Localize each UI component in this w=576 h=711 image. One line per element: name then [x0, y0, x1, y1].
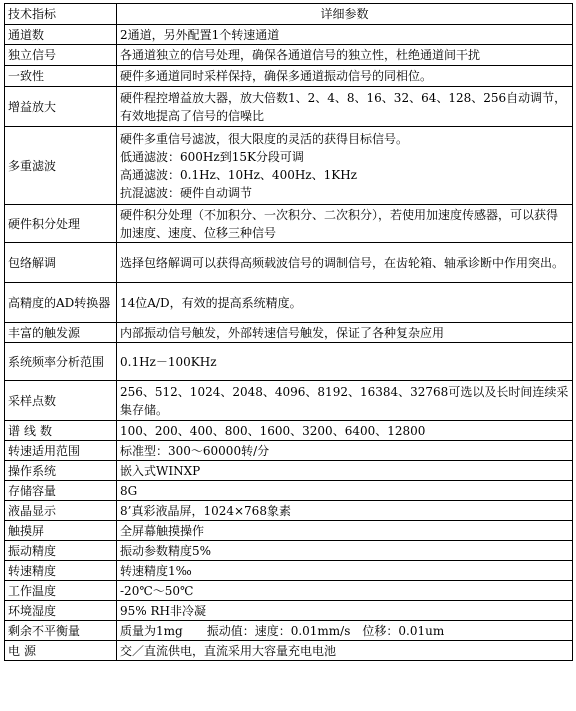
header-item: 技术指标	[5, 4, 117, 25]
spec-detail-cell	[117, 641, 573, 661]
table-row	[5, 461, 573, 481]
table-row	[5, 481, 573, 501]
spec-detail-text: 256、512、1024、2048、4096、8192、16384、32768可选以及长时间连续采集存储。	[120, 384, 569, 417]
spec-item-label: 增益放大	[8, 99, 57, 114]
spec-detail-cell	[117, 127, 573, 205]
spec-item-label: 液晶显示	[8, 503, 57, 518]
spec-detail-text: 8’真彩液晶屏，1024×768象素	[120, 503, 291, 518]
spec-item-cell	[5, 323, 117, 343]
spec-detail-cell	[117, 581, 573, 601]
spec-detail-text: 硬件多通道同时采样保持，确保多通道振动信号的同相位。	[120, 69, 433, 83]
spec-item-cell	[5, 541, 117, 561]
table-row	[5, 621, 573, 641]
spec-detail-cell	[117, 283, 573, 323]
spec-detail-text: 100、200、400、800、1600、3200、6400、12800	[120, 423, 426, 438]
spec-detail-text: 振动参数精度5%	[120, 543, 212, 558]
spec-detail-text: 95% RH非冷凝	[120, 603, 206, 618]
table-row	[5, 601, 573, 621]
table-row	[5, 45, 573, 66]
spec-item-cell	[5, 441, 117, 461]
spec-item-cell	[5, 601, 117, 621]
table-row	[5, 641, 573, 661]
spec-item-label: 剩余不平衡量	[8, 623, 81, 638]
spec-item-cell	[5, 283, 117, 323]
spec-item-label: 采样点数	[8, 393, 57, 408]
spec-detail-text: 各通道独立的信号处理，确保各通道信号的独立性，杜绝通道间干扰	[120, 48, 481, 62]
spec-detail-text: 交／直流供电，直流采用大容量充电电池	[120, 643, 337, 658]
spec-item-cell	[5, 421, 117, 441]
spec-detail-text: 选择包络解调可以获得高频载波信号的调制信号，在齿轮箱、轴承诊断中作用突出。	[120, 255, 565, 270]
spec-item-label: 包络解调	[8, 255, 57, 270]
spec-detail-cell	[117, 343, 573, 381]
spec-detail-text: 硬件积分处理（不加积分、一次积分、二次积分），若使用加速度传感器，可以获得加速度、速度、位移三种信号	[120, 207, 559, 240]
spec-item-cell	[5, 561, 117, 581]
spec-item-label: 转速适用范围	[8, 443, 81, 458]
table-row	[5, 283, 573, 323]
header-detail: 详细参数	[117, 4, 573, 25]
spec-item-cell	[5, 641, 117, 661]
spec-item-cell	[5, 461, 117, 481]
spec-item-label: 一致性	[8, 69, 45, 83]
table-row	[5, 25, 573, 45]
table-row	[5, 323, 573, 343]
spec-detail-text: 14位A/D，有效的提高系统精度。	[120, 295, 302, 310]
table-row	[5, 521, 573, 541]
spec-detail-cell	[117, 323, 573, 343]
table-row	[5, 205, 573, 243]
spec-item-label: 转速精度	[8, 563, 57, 578]
spec-item-label: 高精度的AD转换器	[8, 295, 111, 310]
spec-detail-cell	[117, 25, 573, 45]
spec-item-cell	[5, 521, 117, 541]
table-row	[5, 561, 573, 581]
spec-detail-text: 2通道，另外配置1个转速通道	[120, 27, 280, 42]
spec-table	[4, 3, 573, 661]
spec-detail-cell	[117, 601, 573, 621]
spec-detail-cell	[117, 521, 573, 541]
table-row	[5, 66, 573, 87]
table-row	[5, 343, 573, 381]
spec-detail-cell	[117, 621, 573, 641]
spec-item-label: 存储容量	[8, 483, 57, 498]
spec-detail-cell	[117, 205, 573, 243]
spec-item-cell	[5, 243, 117, 283]
table-row	[5, 541, 573, 561]
spec-detail-text: 全屏幕触摸操作	[120, 523, 205, 538]
spec-item-label: 操作系统	[8, 463, 57, 478]
spec-detail-text: 低通滤波：600Hz到15K分段可调	[120, 149, 304, 164]
spec-item-label: 工作温度	[8, 583, 57, 598]
spec-detail-text: -20℃～50℃	[120, 583, 194, 598]
spec-detail-text: 转速精度1‰	[120, 563, 192, 578]
spec-detail-cell	[117, 461, 573, 481]
table-row	[5, 581, 573, 601]
spec-detail-text: 抗混滤波：硬件自动调节	[120, 185, 253, 200]
spec-detail-text: 高通滤波：0.1Hz、10Hz、400Hz、1KHz	[120, 167, 358, 182]
spec-item-label: 多重滤波	[8, 158, 57, 173]
spec-item-cell	[5, 66, 117, 87]
spec-detail-cell	[117, 541, 573, 561]
table-row	[5, 501, 573, 521]
spec-item-cell	[5, 501, 117, 521]
spec-item-cell	[5, 481, 117, 501]
spec-detail-cell	[117, 66, 573, 87]
spec-item-cell	[5, 381, 117, 421]
spec-item-label: 独立信号	[8, 48, 57, 62]
spec-item-label: 系统频率分析范围	[8, 354, 105, 369]
table-row	[5, 87, 573, 127]
table-body	[5, 25, 573, 661]
spec-item-cell	[5, 45, 117, 66]
spec-detail-cell	[117, 421, 573, 441]
spec-item-cell	[5, 127, 117, 205]
spec-item-cell	[5, 621, 117, 641]
spec-item-cell	[5, 87, 117, 127]
spec-detail-cell	[117, 243, 573, 283]
spec-detail-text: 8G	[120, 483, 138, 498]
spec-item-label: 通道数	[8, 27, 45, 42]
spec-detail-cell	[117, 561, 573, 581]
spec-detail-cell	[117, 501, 573, 521]
spec-detail-text: 内部振动信号触发，外部转速信号触发，保证了各种复杂应用	[120, 325, 445, 340]
spec-detail-text: 0.1Hz－100KHz	[120, 354, 217, 369]
spec-item-cell	[5, 25, 117, 45]
spec-item-label: 环境湿度	[8, 603, 57, 618]
spec-item-label: 电源	[8, 643, 41, 658]
spec-item-label: 硬件积分处理	[8, 216, 81, 231]
spec-detail-cell	[117, 481, 573, 501]
spec-detail-text: 标准型：300～60000转/分	[120, 443, 270, 458]
spec-detail-text: 嵌入式WINXP	[120, 463, 201, 478]
table-row	[5, 381, 573, 421]
table-row	[5, 441, 573, 461]
table-row	[5, 421, 573, 441]
table-header-row	[5, 4, 573, 25]
table-row	[5, 127, 573, 205]
spec-item-label: 谱线数	[8, 423, 57, 438]
spec-detail-text: 硬件程控增益放大器，放大倍数1、2、4、8、16、32、64、128、256自动调节，有效地提高了信号的信噪比	[120, 90, 567, 123]
spec-item-cell	[5, 205, 117, 243]
table-row	[5, 243, 573, 283]
spec-item-cell	[5, 343, 117, 381]
spec-detail-cell	[117, 87, 573, 127]
spec-detail-cell	[117, 45, 573, 66]
spec-detail-text: 质量为1mg 振动值：速度：0.01mm/s 位移：0.01um	[120, 623, 445, 638]
spec-item-label: 丰富的触发源	[8, 325, 81, 340]
spec-item-cell	[5, 581, 117, 601]
spec-item-label: 触摸屏	[8, 523, 45, 538]
spec-item-label: 振动精度	[8, 543, 57, 558]
spec-detail-cell	[117, 381, 573, 421]
spec-detail-cell	[117, 441, 573, 461]
spec-detail-text: 硬件多重信号滤波，很大限度的灵活的获得目标信号。	[120, 131, 409, 146]
